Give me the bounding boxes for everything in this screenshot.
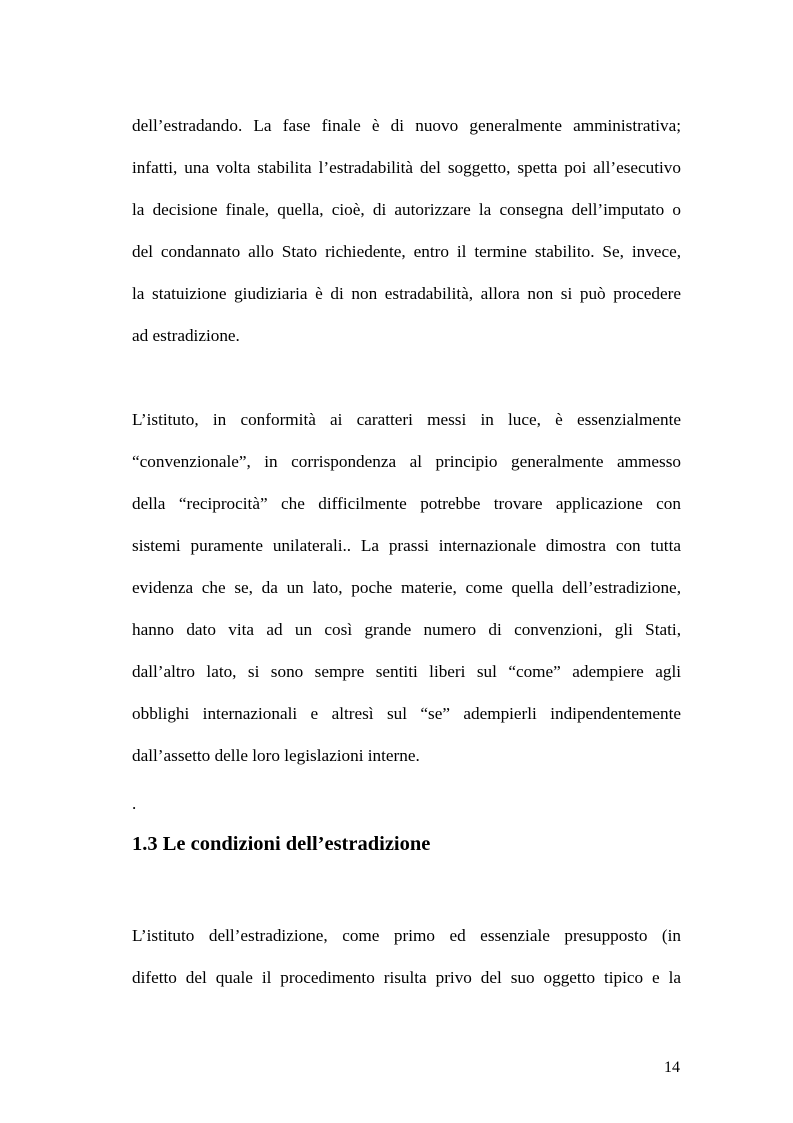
text-line: obblighi internazionali e altresì sul “se” adempierli indipendentemente xyxy=(132,704,681,723)
section-heading: 1.3 Le condizioni dell’estradizione xyxy=(132,833,431,855)
text-line: dall’altro lato, si sono sempre sentiti liberi sul “come” adempiere agli xyxy=(132,662,681,681)
text-line: la decisione finale, quella, cioè, di autorizzare la consegna dell’imputato o xyxy=(132,200,681,219)
stray-mark: . xyxy=(132,794,137,813)
text-line: dell’estradando. La fase finale è di nuovo generalmente amministrativa; xyxy=(132,116,681,135)
text-line: la statuizione giudiziaria è di non estradabilità, allora non si può procedere xyxy=(132,284,681,303)
text-line: ad estradizione. xyxy=(132,326,240,345)
text-line: difetto del quale il procedimento risulta privo del suo oggetto tipico e la xyxy=(132,968,681,987)
text-line: L’istituto dell’estradizione, come primo ed essenziale presupposto (in xyxy=(132,926,681,945)
text-line: evidenza che se, da un lato, poche materie, come quella dell’estradizione, xyxy=(132,578,681,597)
text-line: L’istituto, in conformità ai caratteri messi in luce, è essenzialmente xyxy=(132,410,681,429)
text-line: infatti, una volta stabilita l’estradabilità del soggetto, spetta poi all’esecutivo xyxy=(132,158,681,177)
text-line: sistemi puramente unilaterali.. La prassi internazionale dimostra con tutta xyxy=(132,536,681,555)
text-line: della “reciprocità” che difficilmente potrebbe trovare applicazione con xyxy=(132,494,681,513)
text-line: hanno dato vita ad un così grande numero di convenzioni, gli Stati, xyxy=(132,620,681,639)
text-line: del condannato allo Stato richiedente, entro il termine stabilito. Se, invece, xyxy=(132,242,681,261)
page-number: 14 xyxy=(664,1059,680,1076)
text-line: dall’assetto delle loro legislazioni interne. xyxy=(132,746,420,765)
text-line: “convenzionale”, in corrispondenza al principio generalmente ammesso xyxy=(132,452,681,471)
